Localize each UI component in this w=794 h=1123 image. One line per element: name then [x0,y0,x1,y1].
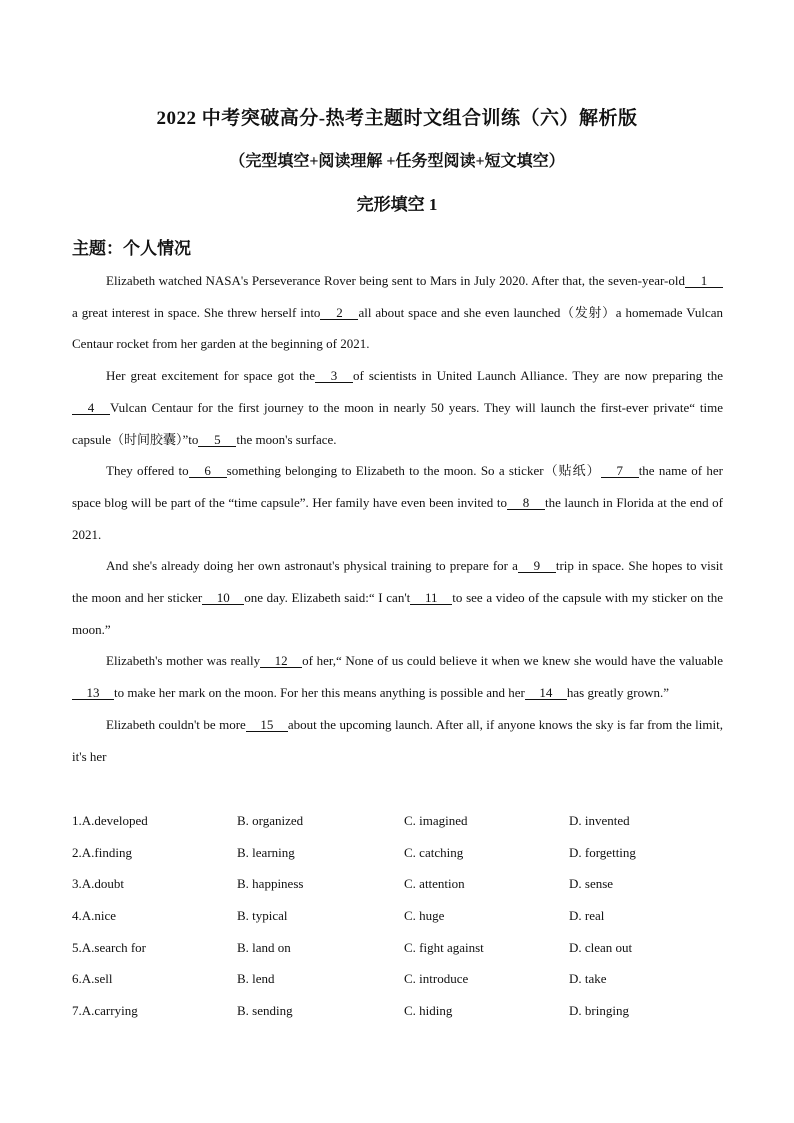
option-d: D. invented [569,813,630,828]
option-c: C. hiding [404,1003,453,1019]
blank-9: 9 [518,559,556,573]
document-subtitle: （完型填空+阅读理解 +任务型阅读+短文填空） [229,153,565,170]
option-a: 1.A.developed [72,813,148,828]
blank-4: 4 [72,401,110,415]
option-b: B. sending [237,1003,293,1019]
option-a: 7.A.carrying [72,1003,138,1019]
option-c: C. fight against [404,939,484,955]
option-d: D. take [569,971,607,987]
section-heading: 完形填空 1 [356,195,438,214]
option-c: C. introduce [404,971,469,987]
blank-7: 7 [601,464,639,478]
option-b: B. happiness [237,876,304,892]
cloze-passage [72,265,723,772]
blank-15: 15 [246,718,288,732]
blank-6: 6 [189,464,227,478]
paragraph-2: Her great excitement for space got the 3 of scientists in United Launch Alliance. They are now preparing the4 Vulcan Centaur for the first journey to the moon in nearly 50 years. They will launch the first-ever private“ time capsule（时间胶囊）”to 5 the moon's surface. [72,368,723,447]
blank-13: 13 [72,686,114,700]
document-title: 2022 中考突破高分-热考主题时文组合训练（六）解析版 [156,108,638,129]
blank-8: 8 [507,496,545,510]
option-row-7 [72,999,732,1031]
blank-14: 14 [525,686,567,700]
option-c: C. imagined [404,813,468,828]
option-d: D. clean out [569,939,633,955]
option-a: 6.A.sell [72,971,113,987]
option-c: C. huge [404,908,445,924]
blank-10: 10 [202,591,244,605]
paragraph-6: Elizabeth couldn't be more 15 about the upcoming launch. After all, if anyone knows the sky is far from the limit, it's her [72,716,723,764]
option-row-2 [72,841,732,873]
option-b: B. lend [237,971,275,987]
option-c: C. attention [404,876,465,892]
answer-options [72,809,732,1031]
option-b: B. land on [237,939,291,955]
option-row-4 [72,904,732,936]
option-d: D. sense [569,876,614,892]
blank-5: 5 [198,433,236,447]
option-row-5 [72,936,732,968]
topic-heading: 主题：个人情况 [72,239,191,258]
option-b: B. learning [237,844,295,860]
paragraph-4: And she's already doing her own astronaut's physical training to prepare for a 9 trip in space. She hopes to visit the moon and her sticker 10 one day. Elizabeth said:“ I can't 11 to see a video of the capsule with my sticker on the moon.” [72,558,724,637]
option-d: D. forgetting [569,844,636,860]
option-c: C. catching [404,844,464,860]
blank-2: 2 [320,306,358,320]
option-a: 2.A.finding [72,844,132,860]
option-a: 5.A.search for [72,939,146,955]
option-b: B. typical [237,908,288,924]
paragraph-3: They offered to 6 something belonging to Elizabeth to the moon. So a sticker（贴纸） 7 the name of her space blog will be part of the “time capsule”. Her family have even been invited to 8 the launch in Florida at the end of 2021. [72,463,723,542]
option-d: D. bringing [569,1003,629,1019]
option-d: D. real [569,908,605,924]
paragraph-1: Elizabeth watched NASA's Perseverance Rover being sent to Mars in July 2020. After that, the seven-year-old 1a great interest in space. She threw herself into 2 all about space and she even launched（发射）a homemade Vulcan Centaur rocket from her garden at the beginning of 2021. [72,273,723,352]
option-row-1 [72,809,732,841]
option-row-3 [72,872,732,904]
blank-1: 1 [685,274,723,288]
option-a: 3.A.doubt [72,876,124,892]
option-row-6 [72,967,732,999]
blank-11: 11 [410,591,452,605]
option-b: B. organized [237,813,304,828]
blank-12: 12 [260,654,302,668]
paragraph-5: Elizabeth's mother was really 12 of her,“ None of us could believe it when we knew she would have the valuable13 to make her mark on the moon. For her this means anything is possible and her 14 has greatly grown.” [72,645,723,708]
blank-3: 3 [315,369,353,383]
option-a: 4.A.nice [72,908,117,924]
